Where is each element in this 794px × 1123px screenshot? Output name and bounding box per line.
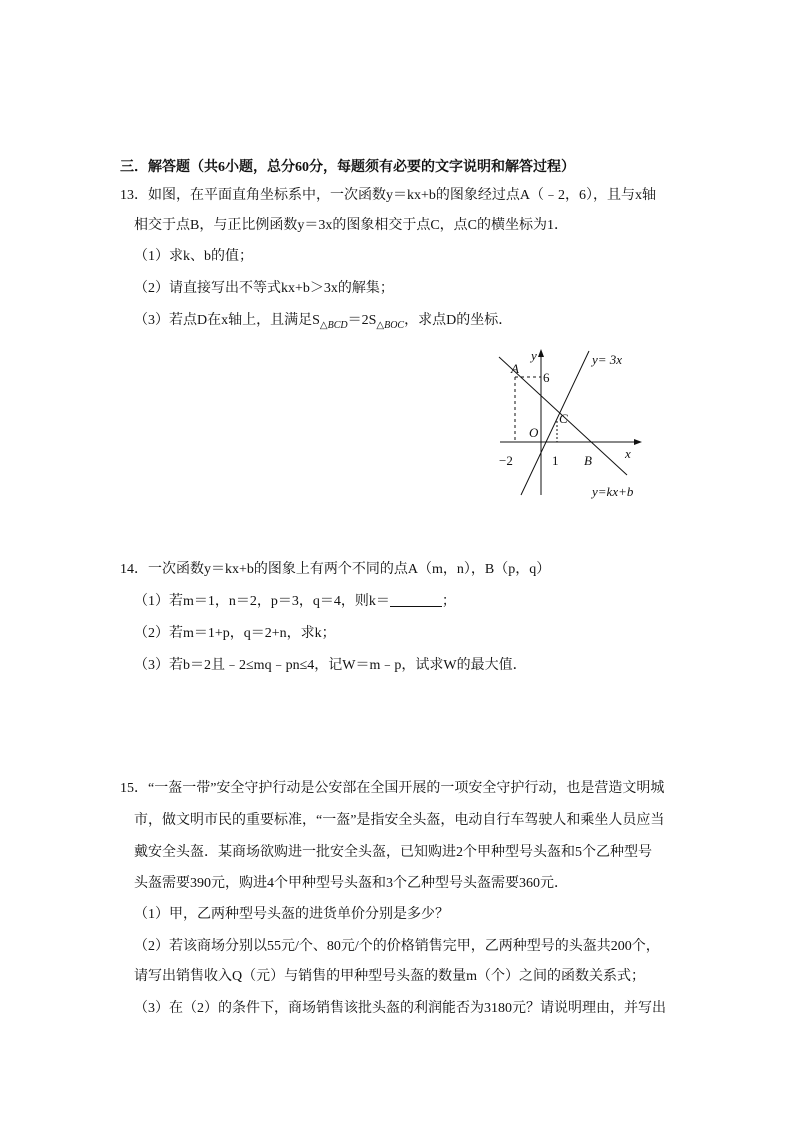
tick-neg2: −2 bbox=[499, 453, 513, 468]
q13-stem-text1: 如图，在平面直角坐标系中，一次函数y＝kx+b的图象经过点A（﹣2，6），且与x轴 bbox=[148, 188, 657, 203]
q15-part1: （1）甲，乙两种型号头盔的进货单价分别是多少？ bbox=[134, 907, 449, 922]
q15-number: 15． bbox=[120, 781, 148, 796]
q13-part3-mid: ＝2S bbox=[347, 313, 377, 328]
q13-part3-sub1: △BCD bbox=[319, 319, 348, 331]
q14-stem bbox=[120, 560, 550, 580]
q13-figure bbox=[495, 345, 665, 505]
label-line-kxb: y=kx+b bbox=[592, 484, 634, 499]
q13-part2: （2）请直接写出不等式kx+b＞3x的解集； bbox=[134, 281, 394, 296]
q14-part1-post: ； bbox=[441, 594, 456, 609]
x-axis-arrow-icon bbox=[634, 439, 642, 445]
y-axis-arrow-icon bbox=[538, 349, 544, 357]
q14-part2: （2）若m＝1+p，q＝2+n，求k； bbox=[134, 626, 336, 641]
label-y: y bbox=[531, 348, 537, 363]
label-line-3x: y= 3x bbox=[592, 352, 623, 367]
q15-stem-line1 bbox=[120, 779, 664, 799]
q13-number: 13． bbox=[120, 188, 148, 203]
q15-part2-line2: 请写出销售收入Q（元）与销售的甲种型号头盔的数量m（个）之间的函数关系式； bbox=[134, 969, 645, 984]
tick-1: 1 bbox=[552, 453, 559, 468]
q15-stem-line4: 头盔需要390元，购进4个甲种型号头盔和3个乙种型号头盔需要360元． bbox=[134, 876, 568, 891]
line-y-3x bbox=[521, 351, 589, 495]
label-O: O bbox=[529, 425, 539, 440]
q13-part3-post: ，求点D的坐标． bbox=[404, 313, 513, 328]
label-B: B bbox=[584, 453, 592, 468]
label-x: x bbox=[625, 446, 631, 461]
label-A: A bbox=[511, 361, 519, 376]
label-C: C bbox=[559, 411, 568, 426]
q14-part1 bbox=[134, 592, 456, 612]
q15-stem-line3: 戴安全头盔．某商场欲购进一批安全头盔，已知购进2个甲种型号头盔和5个乙种型号 bbox=[134, 845, 652, 860]
q13-stem-line2: 相交于点B，与正比例函数y＝3x的图象相交于点C，点C的横坐标为1． bbox=[134, 218, 569, 233]
q15-stem-text1: “一盔一带”安全守护行动是公安部在全国开展的一项安全守护行动，也是营造文明城 bbox=[148, 781, 665, 796]
answer-blank[interactable] bbox=[390, 592, 442, 607]
q14-number: 14． bbox=[120, 562, 148, 577]
section-title: 三．解答题（共6小题，总分60分，每题须有必要的文字说明和解答过程） bbox=[120, 160, 575, 175]
q14-part3: （3）若b＝2且﹣2≤mq﹣pn≤4，记W＝m﹣p，试求W的最大值． bbox=[134, 658, 527, 673]
q13-part3-sub2: △BOC bbox=[376, 319, 405, 331]
q15-part2-line1: （2）若该商场分别以55元/个、80元/个的价格销售完甲，乙两种型号的头盔共200个， bbox=[134, 939, 660, 954]
q15-stem-line2: 市，做文明市民的重要标准，“一盔”是指安全头盔，电动自行车驾驶人和乘坐人员应当 bbox=[134, 813, 665, 828]
tick-6: 6 bbox=[543, 370, 550, 385]
q13-part1: （1）求k、b的值； bbox=[134, 249, 253, 264]
q15-part3: （3）在（2）的条件下，商场销售该批头盔的利润能否为3180元？请说明理由，并写出 bbox=[134, 1001, 666, 1016]
q13-part3 bbox=[134, 311, 512, 336]
q14-part1-pre: （1）若m＝1，n＝2，p＝3，q＝4，则k＝ bbox=[134, 594, 390, 609]
q13-stem-line1 bbox=[120, 186, 656, 206]
q14-stem-text: 一次函数y＝kx+b的图象上有两个不同的点A（m，n），B（p，q） bbox=[148, 562, 551, 577]
q13-part3-pre: （3）若点D在x轴上，且满足S bbox=[134, 313, 320, 328]
